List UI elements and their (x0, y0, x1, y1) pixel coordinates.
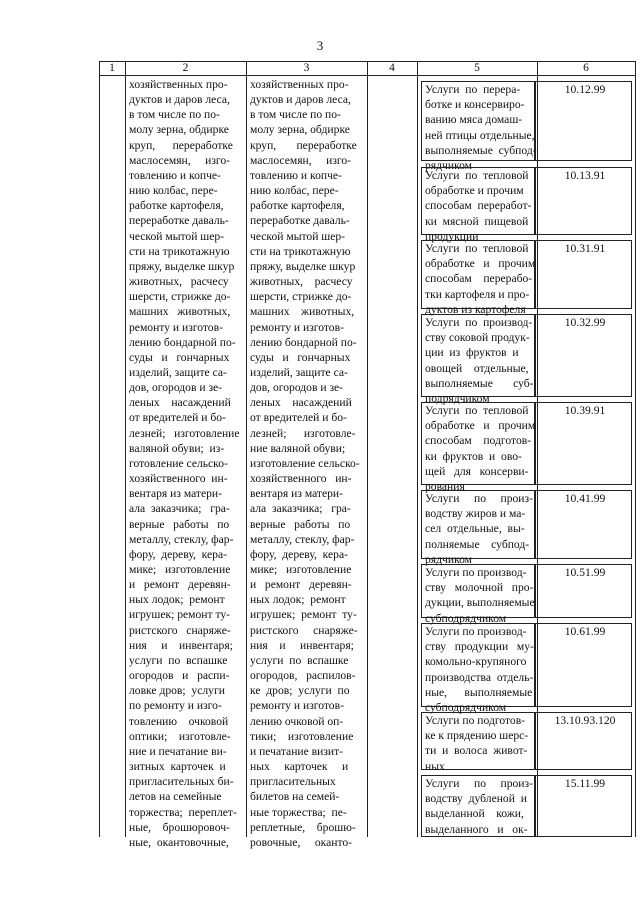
text-line: билетов на семей- (250, 790, 340, 804)
text-line: переработке даваль- (250, 214, 350, 228)
text-line: фору, дереву, кера- (129, 547, 227, 561)
text-line: хозяйственных про- (129, 78, 228, 91)
text-line: выполняемые субпод- (425, 143, 537, 157)
text-line: зитных карточек и (129, 760, 226, 774)
text-line: круп, переработке (250, 138, 357, 152)
text-line: способам подготов- (425, 434, 532, 448)
table-border-right (635, 61, 636, 837)
text-line: ние и печатание ви- (129, 744, 227, 758)
text-line: верные работы по (129, 517, 230, 531)
text-line: водству жиров и ма- (425, 507, 526, 521)
text-line: реплетные, брошю- (250, 820, 356, 834)
text-line: ремонту и изготов- (250, 320, 344, 334)
text-line: и ремонт деревян- (129, 578, 231, 592)
text-line: дукции, выполняемые (425, 596, 535, 610)
column-header-4: 4 (389, 62, 395, 74)
service-code: 13.10.93.120 (554, 714, 616, 727)
text-line: ние валяной обуви; (250, 441, 346, 455)
service-description (425, 315, 534, 406)
column-divider (417, 61, 418, 837)
column-header-1: 1 (109, 62, 115, 74)
text-line: овощей отдельные, (425, 361, 529, 375)
text-line: суды и гончарных (129, 350, 230, 364)
text-line: игрушек; ремонт ту- (129, 608, 231, 622)
text-line: ки фруктов и ово- (425, 449, 522, 463)
text-line: мике; изготовление (250, 563, 352, 576)
text-line: пряжу, выделке шкур (129, 259, 235, 273)
text-line: верные работы по (250, 517, 351, 531)
service-description (425, 491, 533, 567)
text-line: леных насаждений (129, 396, 231, 410)
text-line: сел отдельные, вы- (425, 522, 525, 536)
text-line: дуктов из картофеля (425, 302, 526, 316)
text-line: ству продукции му- (425, 640, 534, 654)
text-line: Услуги по произ- (425, 492, 533, 505)
text-line: ке дров; услуги по (250, 684, 350, 698)
text-line: Услуги по производ- (425, 566, 527, 579)
text-line: рядчиком (425, 552, 473, 566)
text-line: дов, огородов и зе- (250, 381, 344, 395)
text-line: от вредителей и бо- (250, 411, 347, 425)
text-line: ные, брошюровоч- (129, 820, 230, 834)
text-line: ти и волоса живот- (425, 744, 528, 758)
service-code: 10.41.99 (564, 492, 606, 505)
text-line: от вредителей и бо- (129, 411, 226, 425)
text-line: Услуги по тепловой (425, 169, 529, 182)
text-line: металлу, стеклу, фар- (129, 532, 234, 546)
text-line: вентаря из матери- (129, 487, 222, 501)
text-line: ных лодок; ремонт (250, 593, 346, 607)
text-line: Услуги по производ- (425, 625, 527, 638)
text-line: ческой мытой шер- (250, 229, 346, 243)
text-line: полняемые субпод- (425, 537, 530, 551)
text-line: леных насаждений (250, 396, 352, 410)
text-line: товлению и копче- (129, 168, 221, 182)
text-line: тки картофеля и про- (425, 287, 530, 301)
text-line: ловке дров; услуги (129, 684, 225, 698)
text-line: изделий, защите са- (250, 365, 348, 379)
text-line: по ремонту и изго- (129, 699, 222, 713)
text-line: лению очковой оп- (250, 714, 344, 728)
column-header-6: 6 (583, 62, 589, 74)
text-line: ремонту и изготов- (250, 699, 344, 713)
table-border-left (99, 61, 100, 837)
text-line: ные торжества; пе- (250, 805, 347, 819)
text-line: ству соковой продук- (425, 331, 530, 345)
text-line: ристского снаряже- (129, 623, 231, 637)
text-line: в том числе по по- (250, 108, 341, 122)
text-line: фору, дереву, кера- (250, 547, 348, 561)
text-line: Услуги по перера- (425, 83, 521, 96)
text-line: работке картофеля, (129, 199, 224, 213)
column-header-3: 3 (303, 62, 310, 74)
text-line: ки мясной пищевой (425, 214, 529, 228)
text-line: молу зерна, обдирке (250, 123, 350, 137)
text-line: продукции (425, 229, 479, 243)
text-line: круп, переработке (129, 138, 233, 152)
activity-description-column-2 (129, 77, 240, 850)
text-line: шерсти, стрижке до- (129, 290, 231, 304)
text-line: изготовление сельско- (250, 456, 360, 470)
text-line: комольно-крупяного (425, 655, 527, 669)
text-line: молу зерна, обдирке (129, 123, 229, 137)
text-line: ристского снаряже- (250, 623, 358, 637)
column-header-2: 2 (182, 62, 189, 74)
text-line: Услуги по подготов- (425, 714, 526, 727)
text-line: Услуги по произ- (425, 777, 533, 790)
text-line: дов, огородов и зе- (129, 381, 223, 395)
text-line: выделанной кожи, (425, 807, 524, 821)
text-line: выделанного и ок- (425, 822, 528, 836)
text-line: ству молочной про- (425, 581, 534, 595)
services-table (99, 61, 636, 849)
text-line: обработке и прочим (425, 257, 536, 271)
service-code: 10.61.99 (564, 625, 606, 638)
text-line: ровочные, оканто- (250, 835, 353, 849)
text-line: ала заказчика; гра- (129, 502, 230, 516)
text-line: рования (425, 480, 465, 494)
text-line: игрушек; ремонт ту- (250, 608, 357, 622)
text-line: ке к прядению шерс- (425, 729, 529, 743)
text-line: пригласительных би- (129, 775, 234, 789)
text-line: хозяйственных про- (250, 78, 349, 91)
text-line: огородов и распи- (129, 669, 230, 683)
service-code: 10.51.99 (564, 566, 606, 579)
text-line: услуги по вспашке (250, 653, 349, 667)
text-line: водству дубленой и (425, 792, 527, 806)
text-line: готовление сельско- (129, 456, 228, 470)
text-line: ные, окантовочные, (129, 835, 229, 849)
service-description (425, 776, 533, 837)
text-line: хозяйственного ин- (250, 472, 352, 486)
text-line: сти на трикотажную (250, 244, 351, 258)
text-line: металлу, стеклу, фар- (250, 532, 355, 546)
text-line: ных карточек и (250, 760, 349, 774)
text-line: производства отдель- (425, 670, 534, 684)
text-line: ческой мытой шер- (129, 229, 225, 243)
text-line: нию колбас, пере- (250, 184, 339, 198)
text-line: пряжу, выделке шкур (250, 259, 356, 273)
service-code: 10.12.99 (564, 83, 606, 96)
text-line: суды и гончарных (250, 350, 351, 364)
text-line: выполняемые суб- (425, 376, 534, 390)
text-line: оптики; изготовле- (129, 729, 231, 743)
service-code: 10.39.91 (564, 404, 606, 417)
service-code: 10.31.91 (564, 242, 606, 255)
text-line: ных лодок; ремонт (129, 593, 225, 607)
text-line: переработке даваль- (129, 214, 229, 228)
text-line: способам перерабо- (425, 272, 533, 286)
text-line: тики; изготовление (250, 729, 354, 743)
text-line: субподрядчиком (425, 701, 507, 715)
service-description (425, 624, 534, 715)
text-line: ванию мяса домаш- (425, 113, 523, 127)
text-line: животных, расчесу (250, 275, 353, 289)
column-header-5: 5 (474, 62, 480, 74)
text-line: и ремонт деревян- (250, 578, 352, 592)
text-line: работке картофеля, (250, 199, 345, 213)
text-line: маслосемян, изго- (129, 153, 231, 167)
text-line: маслосемян, изго- (250, 153, 352, 167)
text-line: ции из фруктов и (425, 346, 519, 360)
text-line: лезней; изготовление (129, 426, 240, 440)
text-line: обработке и прочим (425, 184, 524, 198)
service-description (425, 565, 535, 626)
text-line: машних животных, (129, 305, 231, 319)
text-line: ные, выполняемые (425, 685, 533, 699)
text-line: обработке и прочим (425, 419, 536, 433)
column-divider (367, 61, 368, 837)
text-line: нию колбас, пере- (129, 184, 218, 198)
text-line: изделий, защите са- (129, 365, 227, 379)
text-line: дуктов и даров леса, (250, 93, 351, 107)
text-line: дуктов и даров леса, (129, 93, 230, 107)
text-line: ботке и консервиро- (425, 98, 525, 112)
text-line: пригласительных (250, 775, 336, 789)
text-line: торжества; переплет- (129, 805, 237, 819)
text-line: в том числе по по- (129, 108, 220, 122)
service-description (425, 713, 528, 774)
text-line: огородов, распилов- (250, 669, 356, 683)
text-line: хозяйственного ин- (129, 472, 228, 486)
service-description (425, 168, 531, 244)
text-line: щей для консерви- (425, 464, 529, 478)
service-description (425, 403, 535, 494)
text-line: валяной обуви; из- (129, 441, 225, 455)
text-line: товлению и копче- (250, 168, 342, 182)
text-line: и печатание визит- (250, 744, 344, 758)
text-line: машних животных, (250, 305, 355, 319)
text-line: шерсти, стрижке до- (250, 290, 352, 304)
column-divider (125, 61, 126, 837)
text-line: ния и инвентаря; (129, 638, 233, 652)
text-line: способам перерабoт- (425, 199, 532, 213)
service-description (425, 241, 535, 317)
text-line: лезней; изготовле- (250, 426, 356, 440)
column-divider (246, 61, 247, 837)
text-line: субподрядчиком (425, 611, 507, 625)
text-line: услуги по вспашке (129, 653, 228, 667)
text-line: Услуги по тепловой (425, 404, 529, 417)
text-line: ремонту и изготов- (129, 320, 223, 334)
header-divider (99, 75, 636, 76)
service-description (425, 82, 537, 173)
text-line: ных (425, 759, 445, 773)
text-line: вентаря из матери- (250, 487, 343, 501)
text-line: подрядчиком (425, 392, 490, 406)
activity-description-column-3 (250, 77, 360, 850)
text-line: мике; изготовление (129, 563, 231, 576)
text-line: сти на трикотажную (129, 244, 230, 258)
service-code: 10.32.99 (564, 316, 606, 329)
text-line: ней птицы отдельные, (425, 128, 535, 142)
text-line: Услуги по производ- (425, 316, 533, 329)
service-code: 15.11.99 (564, 777, 606, 790)
text-line: лению бондарной по- (250, 335, 357, 349)
service-code: 10.13.91 (564, 169, 606, 182)
text-line: Услуги по тепловой (425, 242, 529, 255)
text-line: лению бондарной по- (129, 335, 236, 349)
text-line: ния и инвентаря; (250, 638, 354, 652)
page-number: 3 (316, 38, 324, 53)
text-line: ала заказчика; гра- (250, 502, 351, 516)
text-line: животных, расчесу (129, 275, 229, 289)
text-line: товлению очковой (129, 714, 229, 728)
text-line: рядчиком (425, 159, 473, 173)
text-line: летов на семейные (129, 790, 222, 804)
